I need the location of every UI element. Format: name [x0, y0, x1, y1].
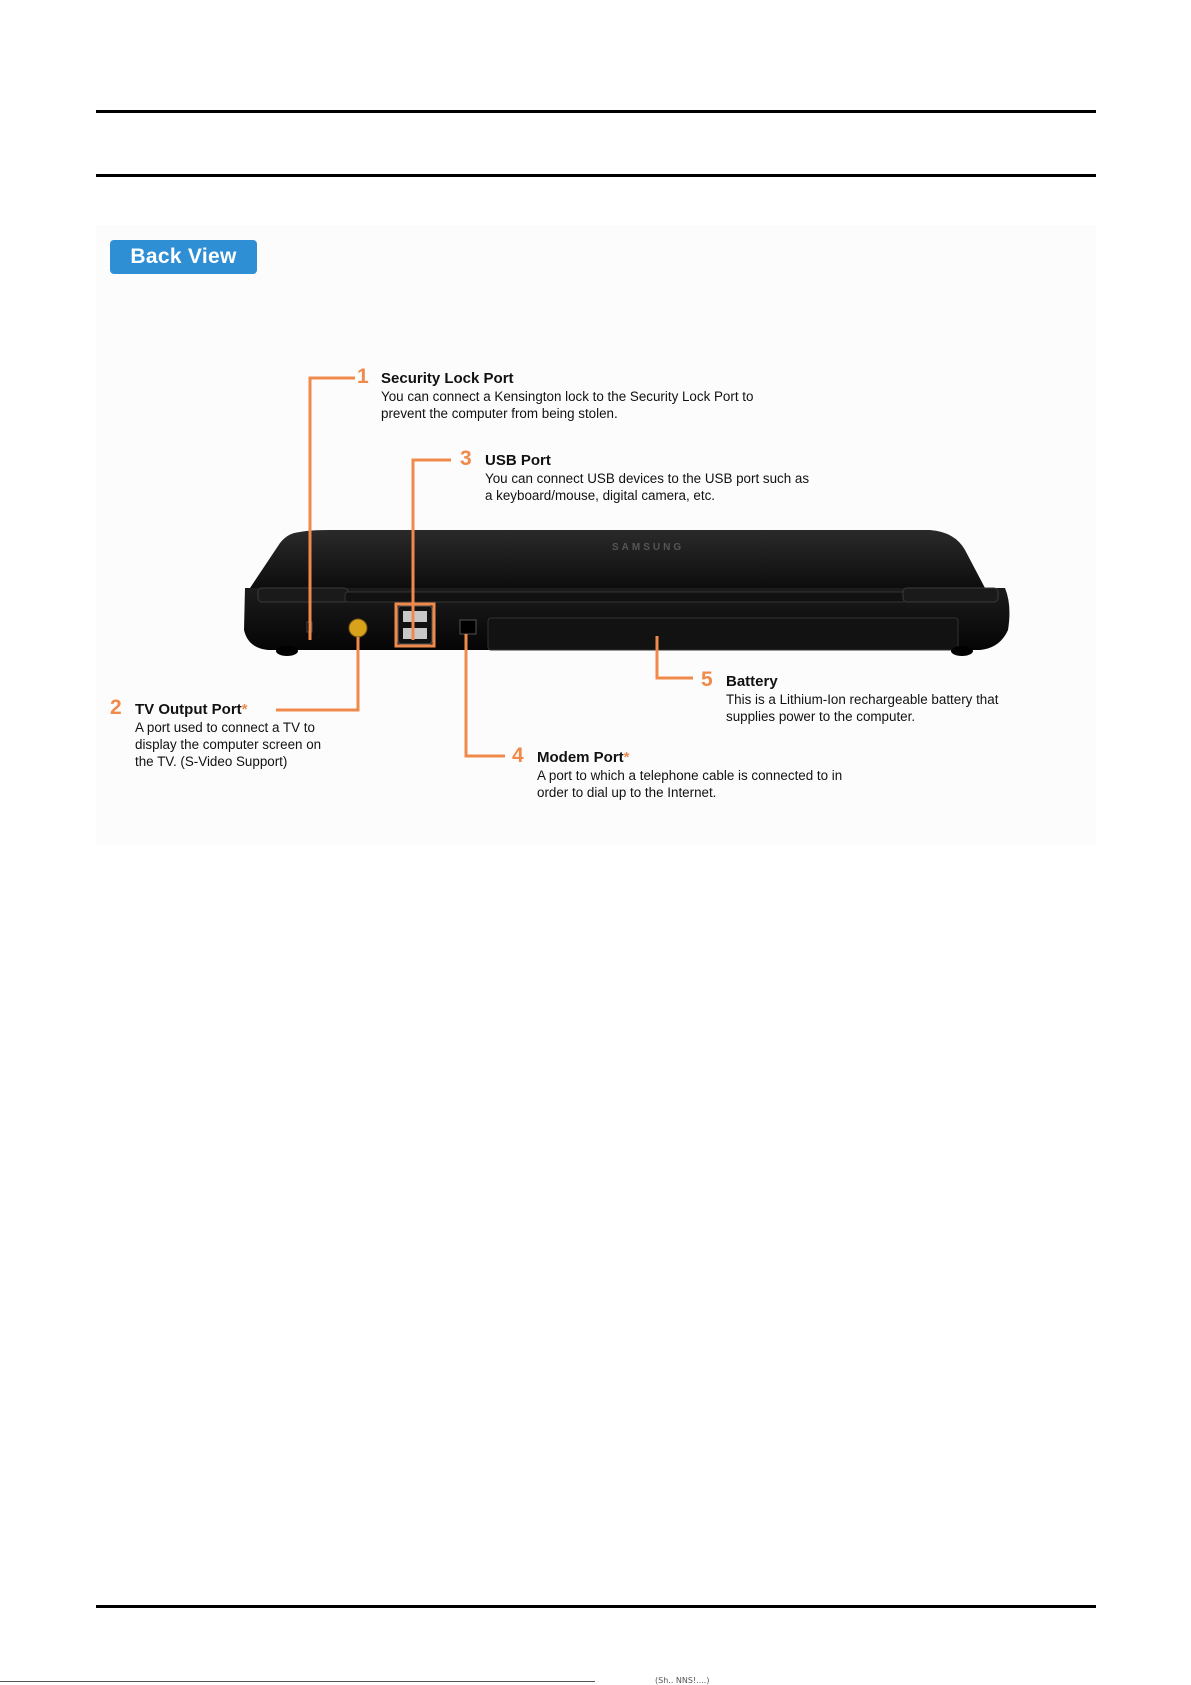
- callout-title: Battery: [726, 673, 778, 690]
- leader-line-4: [466, 634, 505, 756]
- callout-title: Modem Port*: [537, 749, 630, 766]
- callout-desc-line: the TV. (S-Video Support): [135, 754, 288, 769]
- callout-desc-line: prevent the computer from being stolen.: [381, 406, 618, 421]
- callout-desc-line: order to dial up to the Internet.: [537, 785, 717, 800]
- callout-desc-line: This is a Lithium-Ion rechargeable battery that: [726, 692, 999, 707]
- callout-desc-line: You can connect USB devices to the USB port such as: [485, 471, 810, 486]
- callout-modem-port: [537, 749, 842, 801]
- laptop-brand: SAMSUNG: [612, 542, 685, 553]
- callout-number-4: 4: [512, 744, 524, 767]
- callout-desc-line: a keyboard/mouse, digital camera, etc.: [485, 488, 715, 503]
- callout-title: USB Port: [485, 452, 551, 469]
- usb-ports: [398, 606, 432, 644]
- callout-title: TV Output Port*: [135, 701, 248, 718]
- asterisk-mark: *: [241, 701, 248, 718]
- page-bottom-edge: [0, 1681, 595, 1682]
- callout-tv-output-port: [135, 701, 321, 770]
- callout-number-5: 5: [701, 668, 713, 691]
- section-badge: Back View: [110, 240, 257, 274]
- callout-desc-line: display the computer screen on: [135, 737, 322, 752]
- callout-number-3: 3: [460, 447, 472, 470]
- callout-number-2: 2: [110, 696, 122, 719]
- asterisk-mark: *: [623, 749, 630, 766]
- tv-output-port: [349, 619, 367, 637]
- callout-desc-line: supplies power to the computer.: [726, 709, 916, 724]
- footer-rule: [96, 1605, 1096, 1608]
- callout-usb-port: [485, 452, 809, 504]
- callout-number-1: 1: [357, 365, 369, 388]
- callout-security-lock-port: [381, 370, 753, 422]
- footer-mark: (Sh.. NNS!....): [655, 1676, 710, 1685]
- callout-desc-line: A port used to connect a TV to: [135, 720, 315, 735]
- callout-desc-line: You can connect a Kensington lock to the Security Lock Port to: [381, 389, 754, 404]
- callout-title: Security Lock Port: [381, 370, 514, 387]
- modem-port: [460, 620, 476, 634]
- callout-battery: [726, 673, 998, 725]
- callout-desc-line: A port to which a telephone cable is connected to in: [537, 768, 843, 783]
